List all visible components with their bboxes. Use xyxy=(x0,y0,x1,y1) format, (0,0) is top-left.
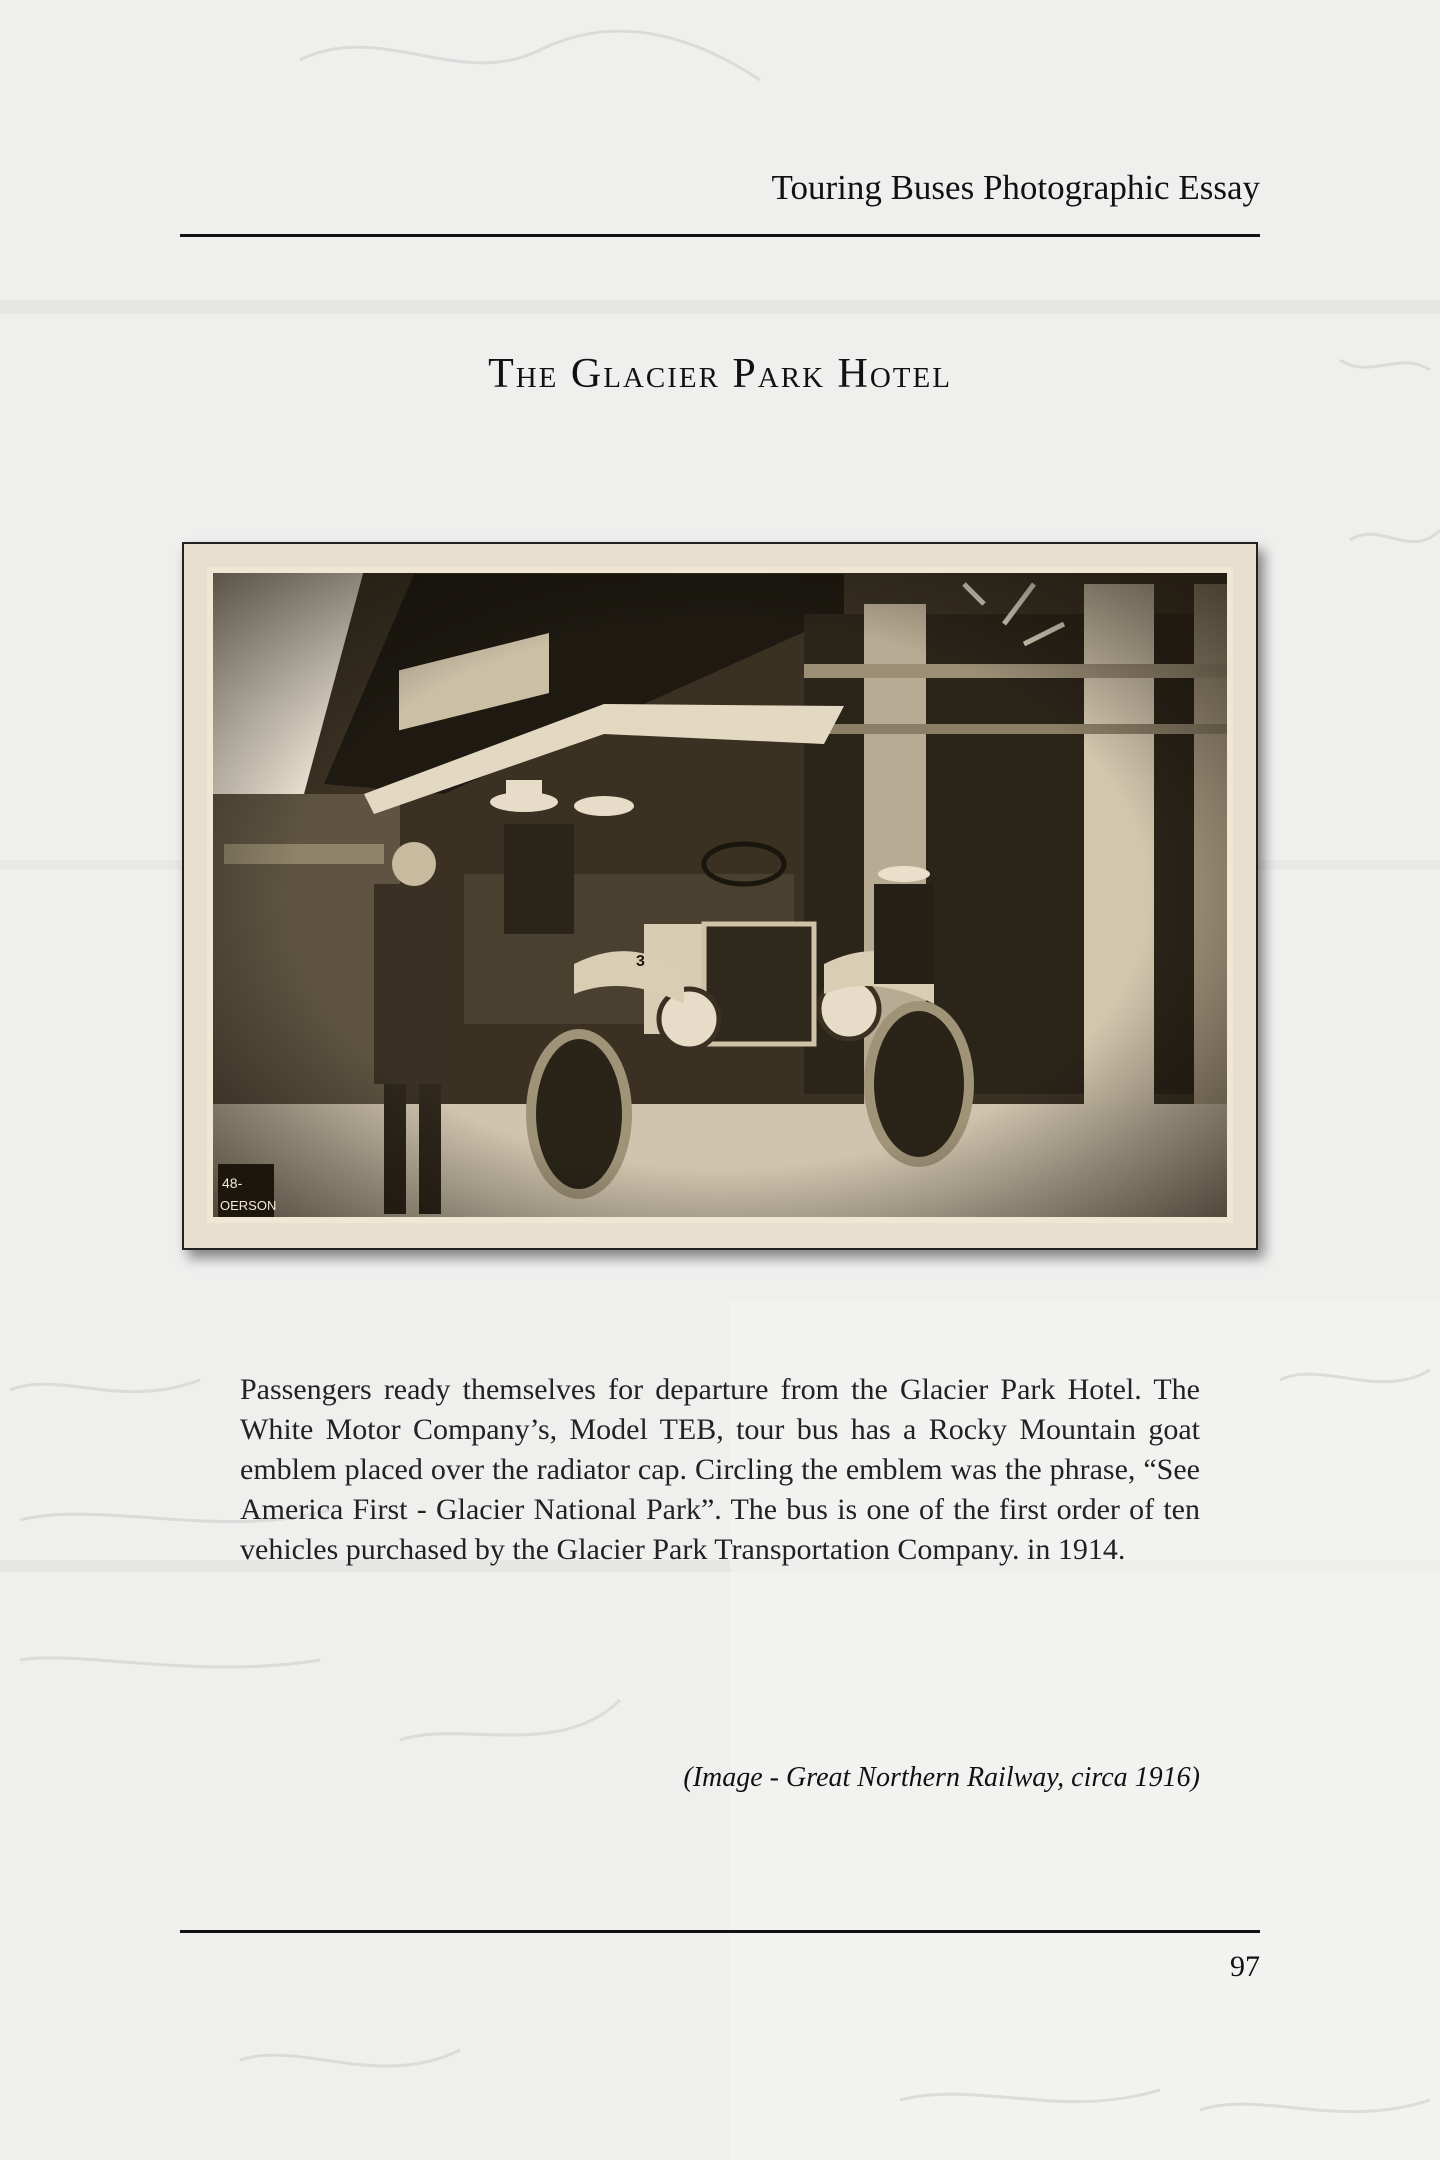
chapter-title: The Glacier Park Hotel xyxy=(488,351,952,397)
footer-rule xyxy=(180,1930,1260,1933)
plate-label-1: 48- xyxy=(222,1175,243,1191)
section-title: Touring Buses Photographic Essay xyxy=(771,168,1260,207)
image-credit: (Image - Great Northern Railway, circa 1916) xyxy=(683,1762,1200,1793)
page-number: 97 xyxy=(1230,1950,1260,1983)
bus-number: 3 xyxy=(636,953,645,970)
bus-photo-illustration xyxy=(184,544,1256,1248)
photo-caption: Passengers ready themselves for departure from the Glacier Park Hotel. The White Motor Company’s, Model TEB, tour bus has a Rocky Mountain goat emblem placed over the radiator cap. Circling the emblem was the phrase, “See America First - Glacier National Park”. The bus is one of the first order of ten vehicles purchased by the Glacier Park Transportation Company. in 1914. xyxy=(240,1373,1200,1566)
historic-photograph xyxy=(182,542,1258,1250)
plate-label-2: OERSON xyxy=(220,1198,277,1213)
header-rule xyxy=(180,234,1260,237)
